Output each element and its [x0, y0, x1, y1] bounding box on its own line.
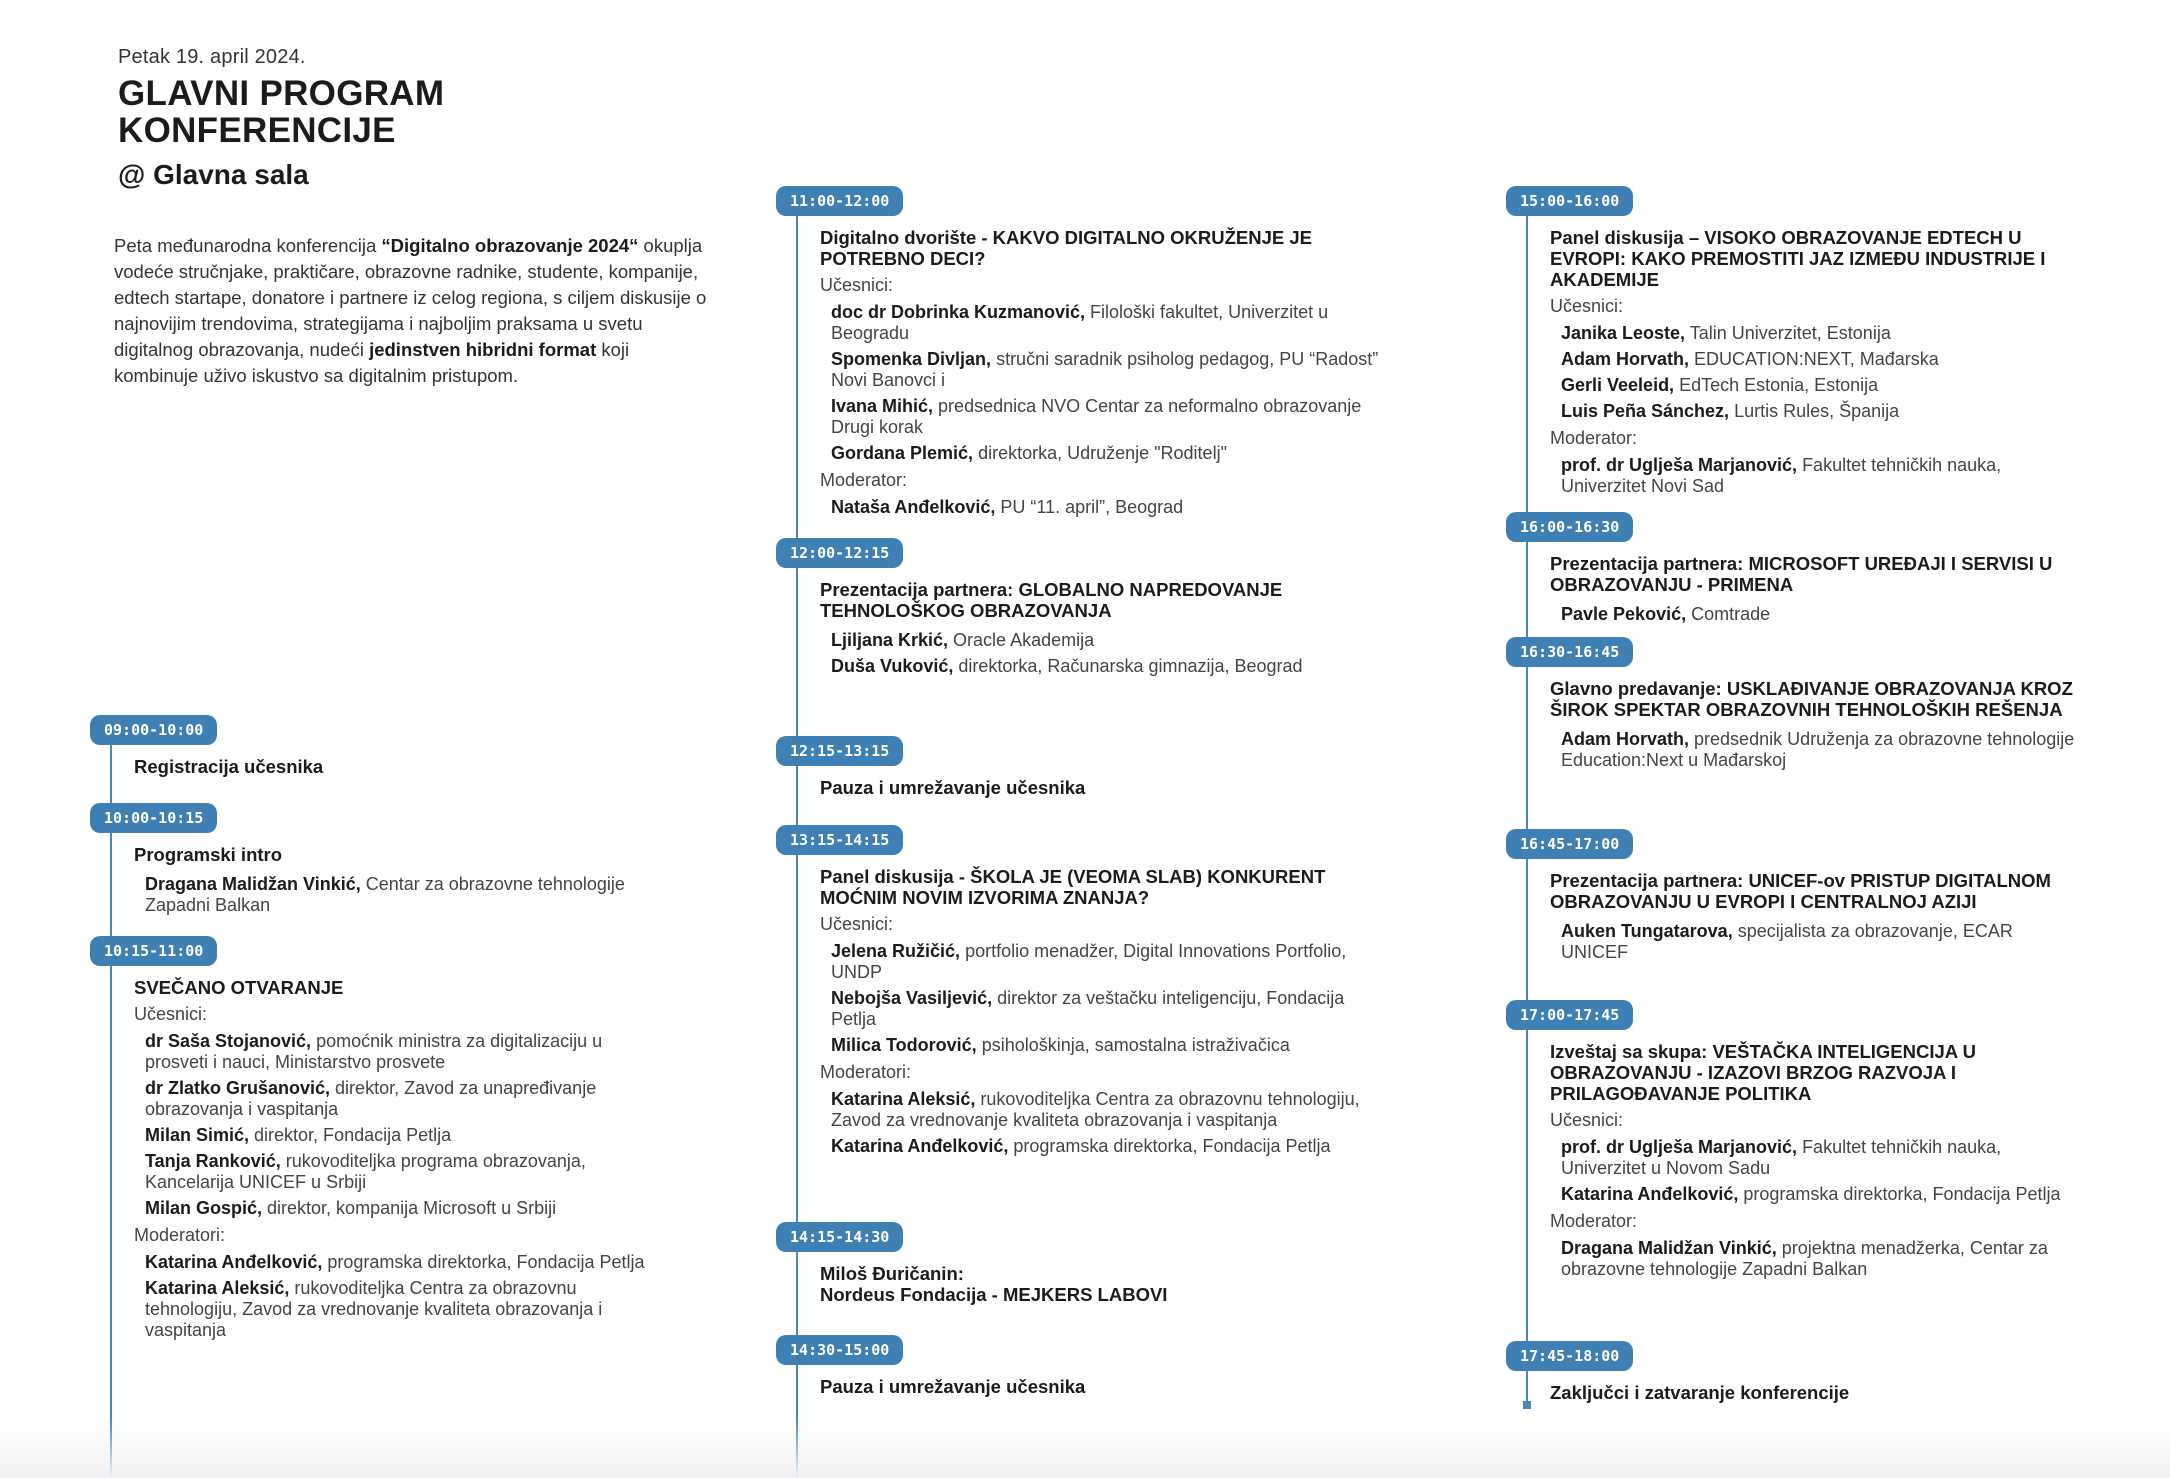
speaker-entry	[831, 630, 1380, 651]
speaker-name: Gerli Veeleid,	[1561, 375, 1675, 395]
speaker-affiliation: psihološkinja, samostalna istraživačica	[976, 1035, 1290, 1055]
speaker-name: prof. dr Uglješa Marjanović,	[1561, 455, 1798, 475]
speaker-affiliation: Talin Univerzitet, Estonija	[1685, 323, 1891, 343]
speaker-name: Milan Simić,	[145, 1125, 250, 1145]
speaker-name: Duša Vuković,	[831, 656, 954, 676]
spacer	[1550, 720, 2080, 724]
timeline-line	[1526, 202, 1528, 1405]
speaker-name: Tanja Ranković,	[145, 1151, 281, 1171]
speaker-entry	[1561, 401, 2080, 422]
speaker-entry	[831, 988, 1380, 1030]
time-badge: 12:00-12:15	[776, 538, 903, 568]
speaker-name: Auken Tungatarova,	[1561, 921, 1733, 941]
speaker-affiliation: specijalista za obrazovanje, ECAR UNICEF	[1561, 921, 2013, 962]
session-title: Prezentacija partnera: GLOBALNO NAPREDOVANJE TEHNOLOŠKOG OBRAZOVANJA	[820, 579, 1283, 621]
session-block	[1550, 1382, 2080, 1403]
speaker-entry	[831, 497, 1380, 518]
speaker-entry	[831, 656, 1380, 677]
speaker-entry	[1561, 375, 2080, 396]
speaker-affiliation: Fakultet tehničkih nauka, Univerzitet Novi Sad	[1561, 455, 2002, 496]
speaker-affiliation: Comtrade	[1686, 604, 1771, 624]
session-block	[1550, 870, 2080, 967]
speaker-entry	[831, 443, 1380, 464]
role-label: Učesnici:	[1550, 296, 1624, 316]
role-label: Učesnici:	[820, 914, 894, 934]
session-block	[820, 227, 1380, 522]
session-block	[820, 1376, 1380, 1397]
time-badge: 14:15-14:30	[776, 1222, 903, 1252]
speaker-name: Katarina Aleksić,	[145, 1278, 290, 1298]
speaker-affiliation: direktor za veštačku inteligenciju, Fondacija Petlja	[831, 988, 1345, 1029]
page-title-line-2: KONFERENCIJE	[118, 111, 396, 150]
speaker-name: doc dr Dobrinka Kuzmanović,	[831, 302, 1086, 322]
event-date: Petak 19. april 2024.	[118, 46, 306, 68]
intro-bold-2: jedinstven hibridni format	[369, 339, 597, 360]
session-title: Programski intro	[134, 844, 283, 865]
session-block	[820, 1263, 1380, 1305]
time-badge: 12:15-13:15	[776, 736, 903, 766]
time-badge: 16:30-16:45	[1506, 637, 1633, 667]
speaker-affiliation: portfolio menadžer, Digital Innovations Portfolio, UNDP	[831, 941, 1347, 982]
time-badge: 17:00-17:45	[1506, 1000, 1633, 1030]
role-label: Učesnici:	[820, 275, 894, 295]
speaker-entry	[1561, 604, 2080, 625]
speaker-name: Adam Horvath,	[1561, 729, 1690, 749]
speaker-name: Ivana Mihić,	[831, 396, 934, 416]
speaker-name: Jelena Ružičić,	[831, 941, 961, 961]
speaker-entry	[831, 1035, 1380, 1056]
time-badge: 16:00-16:30	[1506, 512, 1633, 542]
time-badge: 13:15-14:15	[776, 825, 903, 855]
speaker-entry	[1561, 349, 2080, 370]
session-block	[820, 866, 1380, 1161]
session-block	[134, 844, 664, 920]
speaker-entry	[1561, 1184, 2080, 1205]
speaker-affiliation: direktorka, Udruženje "Roditelj"	[973, 443, 1227, 463]
speaker-entry	[1561, 455, 2080, 497]
role-label: Moderator:	[1550, 1211, 1638, 1231]
speaker-name: Ljiljana Krkić,	[831, 630, 949, 650]
speaker-affiliation: direktorka, Računarska gimnazija, Beograd	[953, 656, 1303, 676]
intro-bold-1: “Digitalno obrazovanje 2024“	[381, 235, 639, 256]
session-title: Izveštaj sa skupa: VEŠTAČKA INTELIGENCIJA U OBRAZOVANJU - IZAZOVI BRZOG RAZVOJA I PRILAGOĐAVANJE POLITIKA	[1550, 1041, 1976, 1104]
speaker-entry	[831, 396, 1380, 438]
role-label: Moderatori:	[134, 1225, 226, 1245]
time-badge: 17:45-18:00	[1506, 1341, 1633, 1371]
speaker-name: Janika Leoste,	[1561, 323, 1686, 343]
venue-label: @ Glavna sala	[118, 159, 309, 190]
speaker-affiliation: pomoćnik ministra za digitalizaciju u prosveti i nauci, Ministarstvo prosvete	[145, 1031, 603, 1072]
speaker-affiliation: rukovoditeljka programa obrazovanja, Kancelarija UNICEF u Srbiji	[145, 1151, 586, 1192]
speaker-name: Dragana Malidžan Vinkić,	[145, 874, 361, 894]
speaker-affiliation: rukovoditeljka Centra za obrazovnu tehnologiju, Zavod za vrednovanje kvaliteta obrazovanja i vaspitanja	[145, 1278, 603, 1340]
speaker-name: Spomenka Divljan,	[831, 349, 992, 369]
speaker-name: Milica Todorović,	[831, 1035, 977, 1055]
role-label: Moderatori:	[820, 1062, 912, 1082]
speaker-name: Katarina Aleksić,	[831, 1089, 976, 1109]
speaker-affiliation: direktor, kompanija Microsoft u Srbiji	[262, 1198, 557, 1218]
session-title: Panel diskusija – VISOKO OBRAZOVANJE EDTECH U EVROPI: KAKO PREMOSTITI JAZ IZMEĐU INDUSTRIJE I AKADEMIJE	[1550, 227, 2046, 290]
speaker-entry	[145, 1078, 664, 1120]
session-title: Pauza i umrežavanje učesnika	[820, 1376, 1086, 1397]
speaker-affiliation: rukovoditeljka Centra za obrazovnu tehnologiju, Zavod za vrednovanje kvaliteta obrazovanja i vaspitanja	[831, 1089, 1360, 1130]
speaker-name: dr Zlatko Grušanović,	[145, 1078, 331, 1098]
session-title: Pauza i umrežavanje učesnika	[820, 777, 1086, 798]
speaker-affiliation: direktor, Zavod za unapređivanje obrazovanja i vaspitanja	[145, 1078, 597, 1119]
speaker-entry	[1561, 1238, 2080, 1280]
speaker-name: prof. dr Uglješa Marjanović,	[1561, 1137, 1798, 1157]
speaker-affiliation: Fakultet tehničkih nauka, Univerzitet u Novom Sadu	[1561, 1137, 2002, 1178]
session-title: Miloš Đuričanin: Nordeus Fondacija - MEJKERS LABOVI	[820, 1263, 1168, 1305]
speaker-name: Nebojša Vasiljević,	[831, 988, 993, 1008]
speaker-entry	[1561, 921, 2080, 963]
speaker-name: Dragana Malidžan Vinkić,	[1561, 1238, 1777, 1258]
speaker-name: Luis Peña Sánchez,	[1561, 401, 1730, 421]
speaker-affiliation: predsednik Udruženja za obrazovne tehnologije Education:Next u Mađarskoj	[1561, 729, 2075, 770]
speaker-name: Milan Gospić,	[145, 1198, 263, 1218]
intro-text-1: Peta međunarodna konferencija	[114, 235, 382, 256]
time-badge: 15:00-16:00	[1506, 186, 1633, 216]
page-header	[118, 46, 444, 191]
speaker-affiliation: EDUCATION:NEXT, Mađarska	[1689, 349, 1939, 369]
session-title: Panel diskusija - ŠKOLA JE (VEOMA SLAB) KONKURENT MOĆNIM NOVIM IZVORIMA ZNANJA?	[820, 866, 1326, 908]
speaker-entry	[145, 1031, 664, 1073]
bottom-fade	[0, 1418, 2170, 1478]
speaker-affiliation: EdTech Estonia, Estonija	[1674, 375, 1879, 395]
session-block	[1550, 678, 2080, 775]
speaker-name: Gordana Plemić,	[831, 443, 974, 463]
role-label: Učesnici:	[134, 1004, 208, 1024]
speaker-entry	[1561, 323, 2080, 344]
role-label: Moderator:	[820, 470, 908, 490]
session-block	[820, 579, 1380, 681]
session-title: Digitalno dvorište - KAKVO DIGITALNO OKRUŽENJE JE POTREBNO DECI?	[820, 227, 1313, 269]
speaker-entry	[145, 1125, 664, 1146]
session-block	[1550, 1041, 2080, 1284]
session-title: SVEČANO OTVARANJE	[134, 977, 344, 998]
speaker-entry	[831, 349, 1380, 391]
session-block	[1550, 553, 2080, 629]
role-label: Moderator:	[1550, 428, 1638, 448]
spacer	[134, 865, 664, 869]
speaker-affiliation: programska direktorka, Fondacija Petlja	[322, 1252, 645, 1272]
speaker-name: Katarina Anđelković,	[831, 1136, 1009, 1156]
speaker-affiliation: direktor, Fondacija Petlja	[249, 1125, 452, 1145]
page-title-line-1: GLAVNI PROGRAM	[118, 74, 445, 113]
speaker-entry	[831, 1089, 1380, 1131]
time-badge: 10:00-10:15	[90, 803, 217, 833]
speaker-name: Katarina Anđelković,	[1561, 1184, 1739, 1204]
session-block	[134, 977, 664, 1345]
time-badge: 11:00-12:00	[776, 186, 903, 216]
spacer	[1550, 595, 2080, 599]
session-title: Zaključci i zatvaranje konferencije	[1550, 1382, 1850, 1403]
speaker-entry	[1561, 1137, 2080, 1179]
speaker-entry	[145, 874, 664, 916]
speaker-entry	[145, 1198, 664, 1219]
speaker-name: Adam Horvath,	[1561, 349, 1690, 369]
speaker-entry	[145, 1151, 664, 1193]
speaker-entry	[145, 1278, 664, 1341]
session-block	[1550, 227, 2080, 501]
session-block	[134, 756, 664, 777]
speaker-entry	[831, 941, 1380, 983]
page-title	[118, 75, 444, 149]
speaker-name: Katarina Anđelković,	[145, 1252, 323, 1272]
role-label: Učesnici:	[1550, 1110, 1624, 1130]
spacer	[820, 621, 1380, 625]
speaker-affiliation: Lurtis Rules, Španija	[1729, 401, 1900, 421]
speaker-name: Pavle Peković,	[1561, 604, 1687, 624]
session-title: Prezentacija partnera: MICROSOFT UREĐAJI I SERVISI U OBRAZOVANJU - PRIMENA	[1550, 553, 2053, 595]
speaker-entry	[145, 1252, 664, 1273]
intro-paragraph	[114, 233, 714, 389]
timeline-line	[110, 732, 112, 1478]
speaker-affiliation: projektna menadžerka, Centar za obrazovne tehnologije Zapadni Balkan	[1561, 1238, 2048, 1279]
session-title: Prezentacija partnera: UNICEF-ov PRISTUP DIGITALNOM OBRAZOVANJU U EVROPI I CENTRALNOJ AZIJI	[1550, 870, 2051, 912]
speaker-name: Nataša Anđelković,	[831, 497, 996, 517]
session-title: Glavno predavanje: USKLAĐIVANJE OBRAZOVANJA KROZ ŠIROK SPEKTAR OBRAZOVNIH TEHNOLOŠKIH REŠENJA	[1550, 678, 2073, 720]
session-title: Registracija učesnika	[134, 756, 324, 777]
speaker-affiliation: Oracle Akademija	[948, 630, 1095, 650]
speaker-affiliation: Centar za obrazovne tehnologije Zapadni Balkan	[145, 874, 625, 915]
time-badge: 10:15-11:00	[90, 936, 217, 966]
time-badge: 14:30-15:00	[776, 1335, 903, 1365]
intro-text-2: okuplja vodeće stručnjake, praktičare, obrazovne radnike, studente, kompanije, edtech startape, donatore i partnere iz celog regiona, s ciljem diskusije o najnovijim trendovima, strategijama i najboljim praksama u svetu digitalnog obrazovanja, nudeći	[114, 235, 707, 360]
speaker-entry	[831, 302, 1380, 344]
spacer	[1550, 912, 2080, 916]
speaker-affiliation: PU “11. april”, Beograd	[995, 497, 1184, 517]
speaker-affiliation: Filološki fakultet, Univerzitet u Beogradu	[831, 302, 1329, 343]
speaker-affiliation: stručni saradnik psiholog pedagog, PU “Radost” Novi Banovci i	[831, 349, 1379, 390]
session-block	[820, 777, 1380, 798]
speaker-entry	[831, 1136, 1380, 1157]
time-badge: 16:45-17:00	[1506, 829, 1633, 859]
speaker-affiliation: programska direktorka, Fondacija Petlja	[1738, 1184, 2061, 1204]
time-badge: 09:00-10:00	[90, 715, 217, 745]
speaker-affiliation: programska direktorka, Fondacija Petlja	[1008, 1136, 1331, 1156]
speaker-affiliation: predsednica NVO Centar za neformalno obrazovanje Drugi korak	[831, 396, 1362, 437]
intro-text-3: koji kombinuje uživo iskustvo sa digitalnim pristupom.	[114, 339, 630, 386]
speaker-name: dr Saša Stojanović,	[145, 1031, 312, 1051]
speaker-entry	[1561, 729, 2080, 771]
